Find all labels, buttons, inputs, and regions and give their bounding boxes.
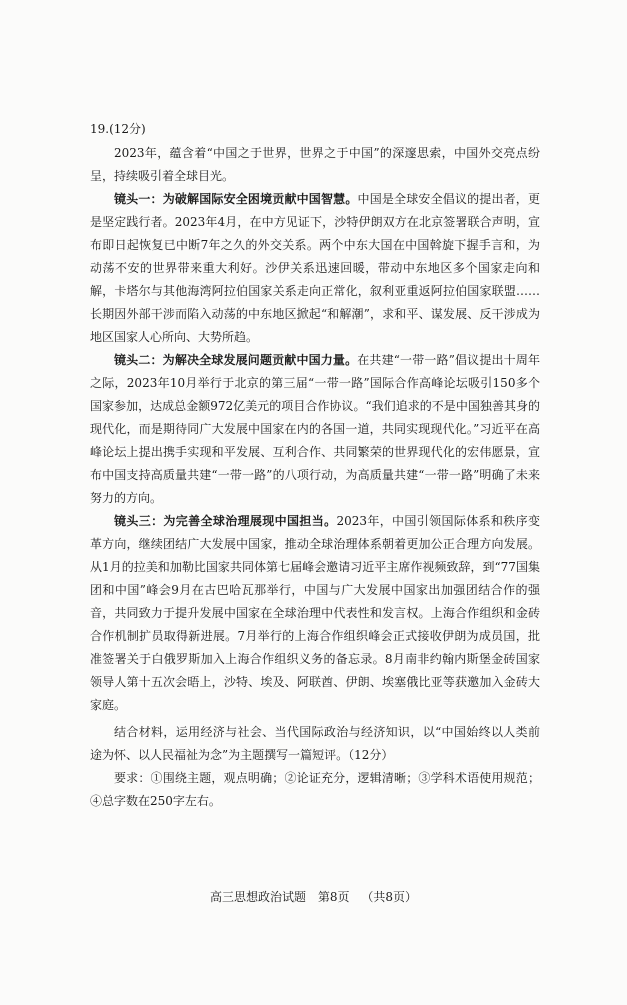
shot-3-paragraph bbox=[90, 510, 540, 717]
shot-3-lead: 镜头三：为完善全球治理展现中国担当。 bbox=[114, 514, 337, 528]
footer-page: 第8页 bbox=[317, 890, 350, 904]
footer-subject: 高三思想政治试题 bbox=[210, 890, 307, 904]
intro-paragraph: 2023年，蕴含着“中国之于世界，世界之于中国”的深邃思索，中国外交亮点纷呈，持续吸引着全球目光。 bbox=[90, 146, 540, 183]
requirements-paragraph: 要求：①围绕主题，观点明确；②论证充分，逻辑清晰；③学科术语使用规范；④总字数在250字左右。 bbox=[90, 771, 540, 808]
shot-1-text: 中国是全球安全倡议的提出者，更是坚定践行者。2023年4月，在中方见证下，沙特伊朗双方在北京签署联合声明，宣布即日起恢复已中断7年之久的外交关系。两个中东大国在中国斡旋下握手言和，为动荡不安的世界带来重大利好。沙伊关系迅速回暖，带动中东地区多个国家走向和解，卡塔尔与其他海湾阿拉伯国家关系走向正常化，叙利亚重返阿拉伯国家联盟……长期因外部干涉而陷入动荡的中东地区掀起“和解潮”，求和平、谋发展、反干涉成为地区国家人心所向、大势所趋。 bbox=[90, 192, 540, 344]
shot-2-text: 在共建“一带一路”倡议提出十周年之际，2023年10月举行于北京的第三届“一带一路”国际合作高峰论坛吸引150多个国家参加，达成总金额972亿美元的项目合作协议。“我们追求的不是中国独善其身的现代化，而是期待同广大发展中国家在内的各国一道，共同实现现代化。”习近平在高峰论坛上提出携手实现和平发展、互利合作、共同繁荣的世界现代化的宏伟愿景，宣布中国支持高质量共建“一带一路”的八项行动，为高质量共建“一带一路”明确了未来努力的方向。 bbox=[90, 353, 540, 505]
footer-total: （共8页） bbox=[361, 890, 417, 904]
shot-2-lead: 镜头二：为解决全球发展问题贡献中国力量。 bbox=[114, 353, 358, 367]
shot-1-lead: 镜头一：为破解国际安全困境贡献中国智慧。 bbox=[114, 192, 358, 206]
task-paragraph: 结合材料，运用经济与社会、当代国际政治与经济知识，以“中国始终以人类前途为怀、以人民福祉为念”为主题撰写一篇短评。（12分） bbox=[90, 725, 540, 762]
shot-3-text: 2023年，中国引领国际体系和秩序变革方向，继续团结广大发展中国家，推动全球治理体系朝着更加公正合理方向发展。从1月的拉美和加勒比国家共同体第七届峰会邀请习近平主席作视频致辞，到“77国集团和中国”峰会9月在古巴哈瓦那举行，中国与广大发展中国家出加强团结合作的强音，共同致力于提升发展中国家在全球治理中代表性和发言权。上海合作组织和金砖合作机制扩员取得新进展。7月举行的上海合作组织峰会正式接收伊朗为成员国，批准签署关于白俄罗斯加入上海合作组织义务的备忘录。8月南非约翰内斯堡金砖国家领导人第十五次会晤上，沙特、埃及、阿联酋、伊朗、埃塞俄比亚等获邀加入金砖大家庭。 bbox=[90, 514, 540, 712]
question-number: 19.(12分) bbox=[90, 122, 146, 136]
shot-1-paragraph bbox=[90, 188, 540, 349]
page-footer bbox=[0, 888, 627, 905]
question-body bbox=[90, 142, 540, 813]
shot-2-paragraph bbox=[90, 349, 540, 510]
